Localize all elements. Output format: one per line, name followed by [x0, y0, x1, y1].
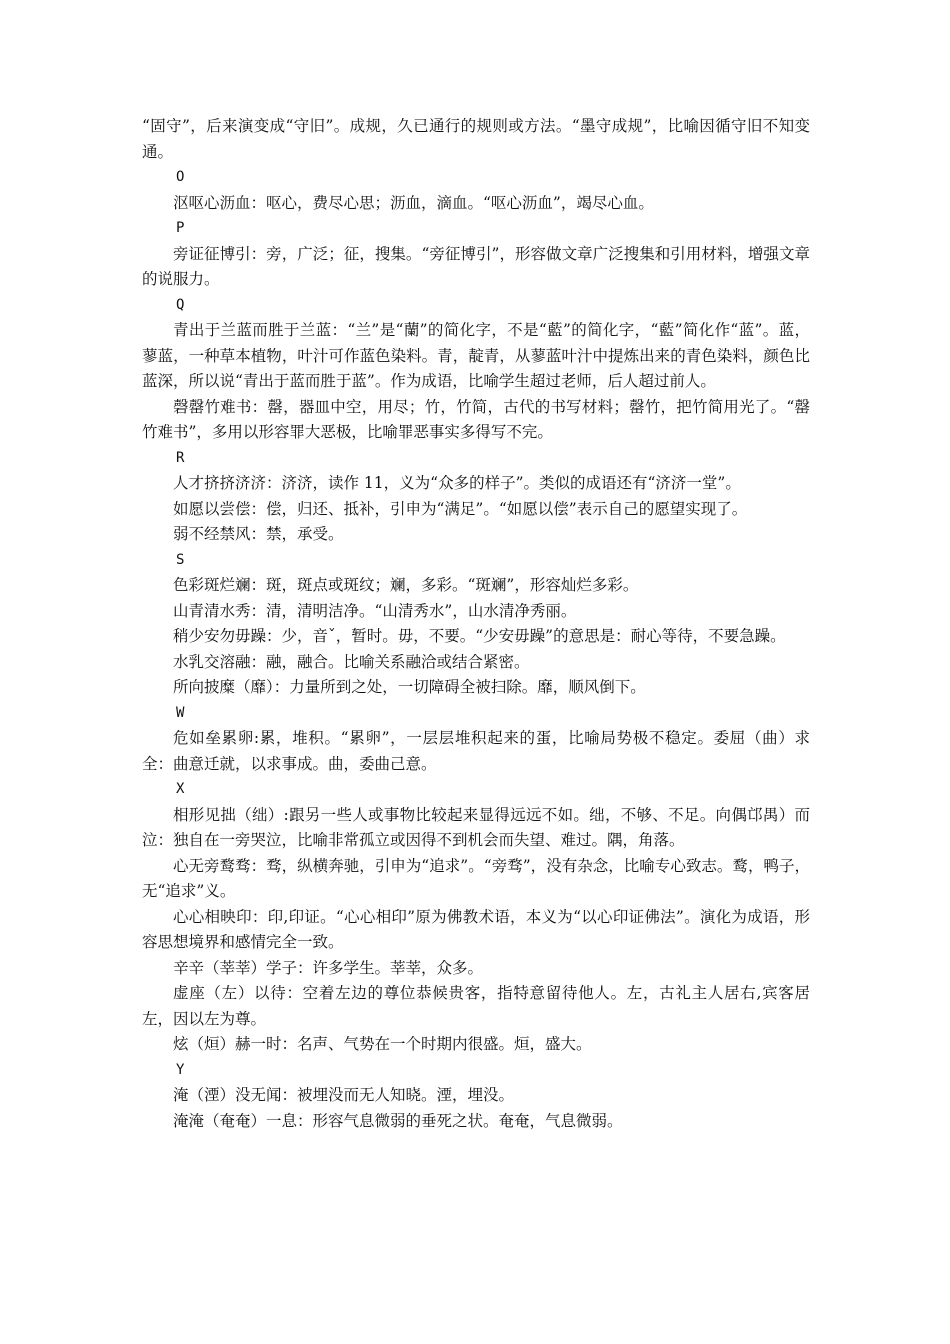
entry-yan-yan-yi-xi: 淹淹（奄奄）一息：形容气息微弱的垂死之状。奄奄，气息微弱。 [173, 1111, 623, 1130]
entry-xin-wu-pang-wu: 心无旁鹜骛：骛，纵横奔驰，引申为“追求”。“旁骛”，没有杂念，比喻专心致志。鹜，鸭子，无“追求”义。 [142, 856, 810, 900]
entry-shen-shen-xue-zi: 辛辛（莘莘）学子：许多学生。莘莘，众多。 [173, 958, 484, 977]
entry-ruo-bu-jin-feng: 弱不经禁风：禁，承受。 [173, 525, 344, 543]
entry-ou-xin-li-xue: 沤呕心沥血：呕心，费尽心思；沥血，滴血。“呕心沥血”，竭尽心血。 [173, 193, 654, 212]
section-letter-r: R [176, 449, 185, 466]
document-body [142, 114, 810, 1134]
entry-shui-ru-jiao-rong: 水乳交溶融：融，融合。比喻关系融洽或结合紧密。 [173, 652, 530, 671]
entry-yan-mo-wu-wen: 淹（湮）没无闻：被埋没而无人知晓。湮，埋没。 [173, 1086, 515, 1104]
paragraph-mo-shou-cheng-gui-cont: “固守”，后来演变成“守旧”。成规，久已通行的规则或方法。“墨守成规”，比喻因循守旧不知变通。 [142, 117, 810, 161]
entry-xiang-xing-jian-chu: 相形见拙（绌）:跟另一些人或事物比较起来显得远远不如。绌，不够、不足。向偶邙禺）而泣：独自在一旁哭泣，比喻非常孤立或因得不到机会而失望、难过。隅，角落。 [142, 805, 810, 849]
section-letter-q: Q [176, 296, 185, 313]
entry-ren-cai-ji-ji: 人才挤挤济济：济济，读作 11，义为“众多的样子”。类似的成语还有“济济一堂”。 [173, 474, 741, 492]
section-letter-p: P [176, 220, 185, 236]
entry-wei-ru-lei-luan: 危如垒累卵:累，堆积。“累卵”，一层层堆积起来的蛋，比喻局势极不稳定。委屈（曲）求全：曲意迁就，以求事成。曲，委曲己意。 [142, 729, 810, 773]
section-letter-y: Y [176, 1061, 185, 1078]
section-letter-s: S [176, 551, 185, 568]
section-letter-w: W [176, 704, 185, 721]
entry-xuan-he-yi-shi: 炫（烜）赫一时：名声、气势在一个时期内很盛。烜，盛大。 [173, 1035, 592, 1053]
section-letter-x: X [176, 781, 185, 797]
entry-xu-zuo-yi-dai: 虚座（左）以待：空着左边的尊位恭候贵客，指特意留待他人。左，古礼主人居右,宾客居左，因以左为尊。 [142, 984, 810, 1028]
entry-pang-zheng-bo-yin: 旁证征博引：旁，广泛；征，搜集。“旁征博引”，形容做文章广泛搜集和引用材料，增强文章的说服力。 [142, 244, 810, 288]
entry-shao-an-wu-zao: 稍少安勿毋躁：少，音ˇ，暂时。毋，不要。“少安毋躁”的意思是：耐心等待，不要急躁。 [173, 627, 786, 645]
entry-suo-xiang-pi-mi: 所向披糜（靡）：力量所到之处，一切障碍全被扫除。靡，顺风倒下。 [173, 678, 646, 696]
entry-se-cai-ban-lan: 色彩斑烂斓：斑，斑点或斑纹；斓，多彩。“斑斓”，形容灿烂多彩。 [173, 576, 639, 594]
entry-qing-zhu-nan-shu: 磬罄竹难书：罄，器皿中空，用尽；竹，竹简，古代的书写材料；罄竹，把竹简用光了。“罄竹难书”，多用以形容罪大恶极，比喻罪恶事实多得写不完。 [142, 397, 810, 441]
entry-xin-xin-xiang-yin: 心心相映印：印,印证。“心心相印”原为佛教术语，本义为“以心印证佛法”。演化为成语，形容思想境界和感情完全一致。 [142, 907, 810, 951]
entry-shan-qing-shui-xiu: 山青清水秀：清，清明洁净。“山清秀水”，山水清净秀丽。 [173, 601, 577, 620]
section-letter-o: O [176, 169, 185, 185]
entry-qing-chu-yu-lan: 青出于兰蓝而胜于兰蓝：“兰”是“蘭”的简化字，不是“藍”的简化字，“藍”简化作“蓝”。蓝，蓼蓝，一种草本植物，叶汁可作蓝色染料。青，靛青，从蓼蓝叶汁中提炼出来的青色染料，颜色比蓝深，所以说“青出于蓝而胜于蓝”。作为成语，比喻学生超过老师，后人超过前人。 [142, 321, 810, 390]
entry-ru-yuan-yi-chang: 如愿以尝偿：偿，归还、抵补，引申为“满足”。“如愿以偿”表示自己的愿望实现了。 [173, 499, 748, 518]
